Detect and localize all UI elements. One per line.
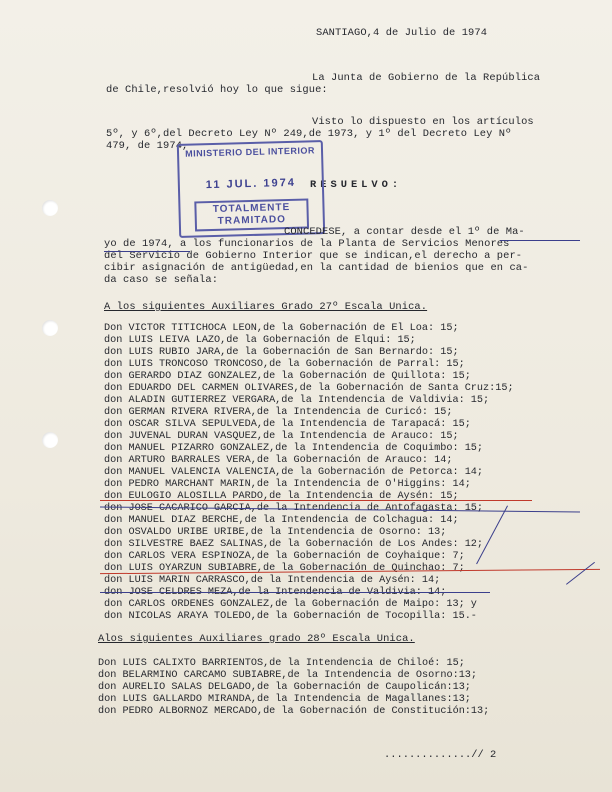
- list-item: don ARTURO BARRALES VERA,de la Gobernación de Arauco: 14;: [104, 455, 453, 466]
- list-item: don LUIS LEIVA LAZO,de la Gobernación de Elqui: 15;: [104, 335, 416, 346]
- list-item: Don VICTOR TITICHOCA LEON,de la Gobernación de El Loa: 15;: [104, 323, 459, 334]
- list-item: don CARLOS VERA ESPINOZA,de la Gobernación de Coyhaique: 7;: [104, 551, 465, 562]
- visto-line-3: 479, de 1974,: [106, 140, 189, 152]
- punch-hole: [42, 200, 58, 216]
- intro-line-2: de Chile,resolvió hoy lo que sigue:: [106, 84, 328, 96]
- list-item: don ALADIN GUTIERREZ VERGARA,de la Intendencia de Valdivia: 15;: [104, 395, 490, 406]
- pen-underline: [100, 500, 532, 501]
- list-item: don EULOGIO ALOSILLA PARDO,de la Intendencia de Aysén: 15;: [104, 491, 459, 502]
- list-item: don AURELIO SALAS DELGADO,de la Gobernación de Caupolicán:13;: [98, 682, 471, 693]
- list-item: don PEDRO MARCHANT MARIN,de la Intendencia de O'Higgins: 14;: [104, 479, 471, 490]
- list-item: don LUIS OYARZUN SUBIABRE,de la Gobernación de Quinchao: 7;: [104, 563, 465, 574]
- visto-line-2: 5º, y 6º,del Decreto Ley Nº 249,de 1973, y 1º del Decreto Ley Nº: [106, 128, 512, 140]
- stamp-date: 11 JUL. 1974: [205, 176, 297, 192]
- ministry-stamp: [177, 140, 325, 238]
- list-item: don PEDRO ALBORNOZ MERCADO,de la Gobernación de Constitución:13;: [98, 706, 490, 717]
- list-item: don GERMAN RIVERA RIVERA,de la Intendencia de Curicó: 15;: [104, 407, 453, 418]
- list-item: don BELARMINO CARCAMO SUBIABRE,de la Intendencia de Osorno:13;: [98, 670, 478, 681]
- page-continuation: ..............// 2: [384, 749, 497, 761]
- concedese-line-5: da caso se señala:: [104, 274, 219, 286]
- pen-underline: [500, 240, 580, 241]
- list-item: don NICOLAS ARAYA TOLEDO,de la Gobernación de Tocopilla: 15.-: [104, 611, 477, 622]
- list-item: don LUIS RUBIO JARA,de la Gobernación de San Bernardo: 15;: [104, 347, 459, 358]
- list-item: don MANUEL VALENCIA VALENCIA,de la Gobernación de Petorca: 14;: [104, 467, 484, 478]
- list-item: don OSCAR SILVA SEPULVEDA,de la Intendencia de Tarapacá: 15;: [104, 419, 471, 430]
- concedese-line-1: CONCEDESE, a contar desde el 1º de Ma-: [284, 226, 525, 238]
- stamp-status-line-1: TOTALMENTE: [212, 201, 291, 216]
- list-item: don EDUARDO DEL CARMEN OLIVARES,de la Gobernación de Santa Cruz:15;: [104, 383, 514, 394]
- intro-line-1: La Junta de Gobierno de la República: [312, 72, 541, 84]
- resuelvo-heading: RESUELVO:: [310, 179, 403, 191]
- list-item: don JOSE CACARICO GARCIA,de la Intendencia de Antofagasta: 15;: [104, 503, 484, 514]
- stamp-ministry-text: MINISTERIO DEL INTERIOR: [185, 145, 316, 159]
- pen-underline: [100, 592, 490, 593]
- section-27-heading: A los siguientes Auxiliares Grado 27º Escala Unica.: [104, 301, 428, 313]
- concedese-line-4: cibir asignación de antigüedad,en la cantidad de bienios que en ca-: [104, 262, 529, 274]
- list-item: don LUIS MARIN CARRASCO,de la Intendencia de Aysén: 14;: [104, 575, 441, 586]
- pen-underline: [104, 251, 190, 252]
- visto-line-1: Visto lo dispuesto en los artículos: [312, 116, 534, 128]
- concedese-line-3: del Servicio de Gobierno Interior que se indican,el derecho a per-: [104, 250, 523, 262]
- list-item: Don LUIS CALIXTO BARRIENTOS,de la Intendencia de Chiloé: 15;: [98, 658, 465, 669]
- concedese-line-2: yo de 1974, a los funcionarios de la Planta de Servicios Menores: [104, 238, 510, 250]
- list-item: don JUVENAL DURAN VASQUEZ,de la Intendencia de Arauco: 15;: [104, 431, 459, 442]
- list-item: don MANUEL DIAZ BERCHE,de la Intendencia de Colchagua: 14;: [104, 515, 459, 526]
- list-item: don GERARDO DIAZ GONZALEZ,de la Gobernación de Quillota: 15;: [104, 371, 471, 382]
- section-28-heading: Alos siguientes Auxiliares grado 28º Escala Unica.: [98, 633, 415, 645]
- pen-mark: [566, 562, 595, 585]
- stamp-status-line-2: TRAMITADO: [217, 214, 287, 227]
- punch-hole: [42, 320, 58, 336]
- list-item: don LUIS TRONCOSO TRONCOSO,de la Gobernación de Parral: 15;: [104, 359, 465, 370]
- punch-hole: [42, 432, 58, 448]
- list-item: don SILVESTRE BAEZ SALINAS,de la Gobernación de Los Andes: 12;: [104, 539, 484, 550]
- list-item: don CARLOS ORDENES GONZALEZ,de la Gobernación de Maipo: 13; y: [104, 599, 477, 610]
- list-item: don LUIS GALLARDO MIRANDA,de la Intendencia de Magallanes:13;: [98, 694, 471, 705]
- list-item: don JOSE CELDRES MEZA,de la Intendencia de Valdivia: 14;: [104, 587, 447, 598]
- list-item: don OSVALDO URIBE URIBE,de la Intendencia de Osorno: 13;: [104, 527, 447, 538]
- list-item: don MANUEL PIZARRO GONZALEZ,de la Intendencia de Coquimbo: 15;: [104, 443, 484, 454]
- date-line: SANTIAGO,4 de Julio de 1974: [316, 27, 488, 39]
